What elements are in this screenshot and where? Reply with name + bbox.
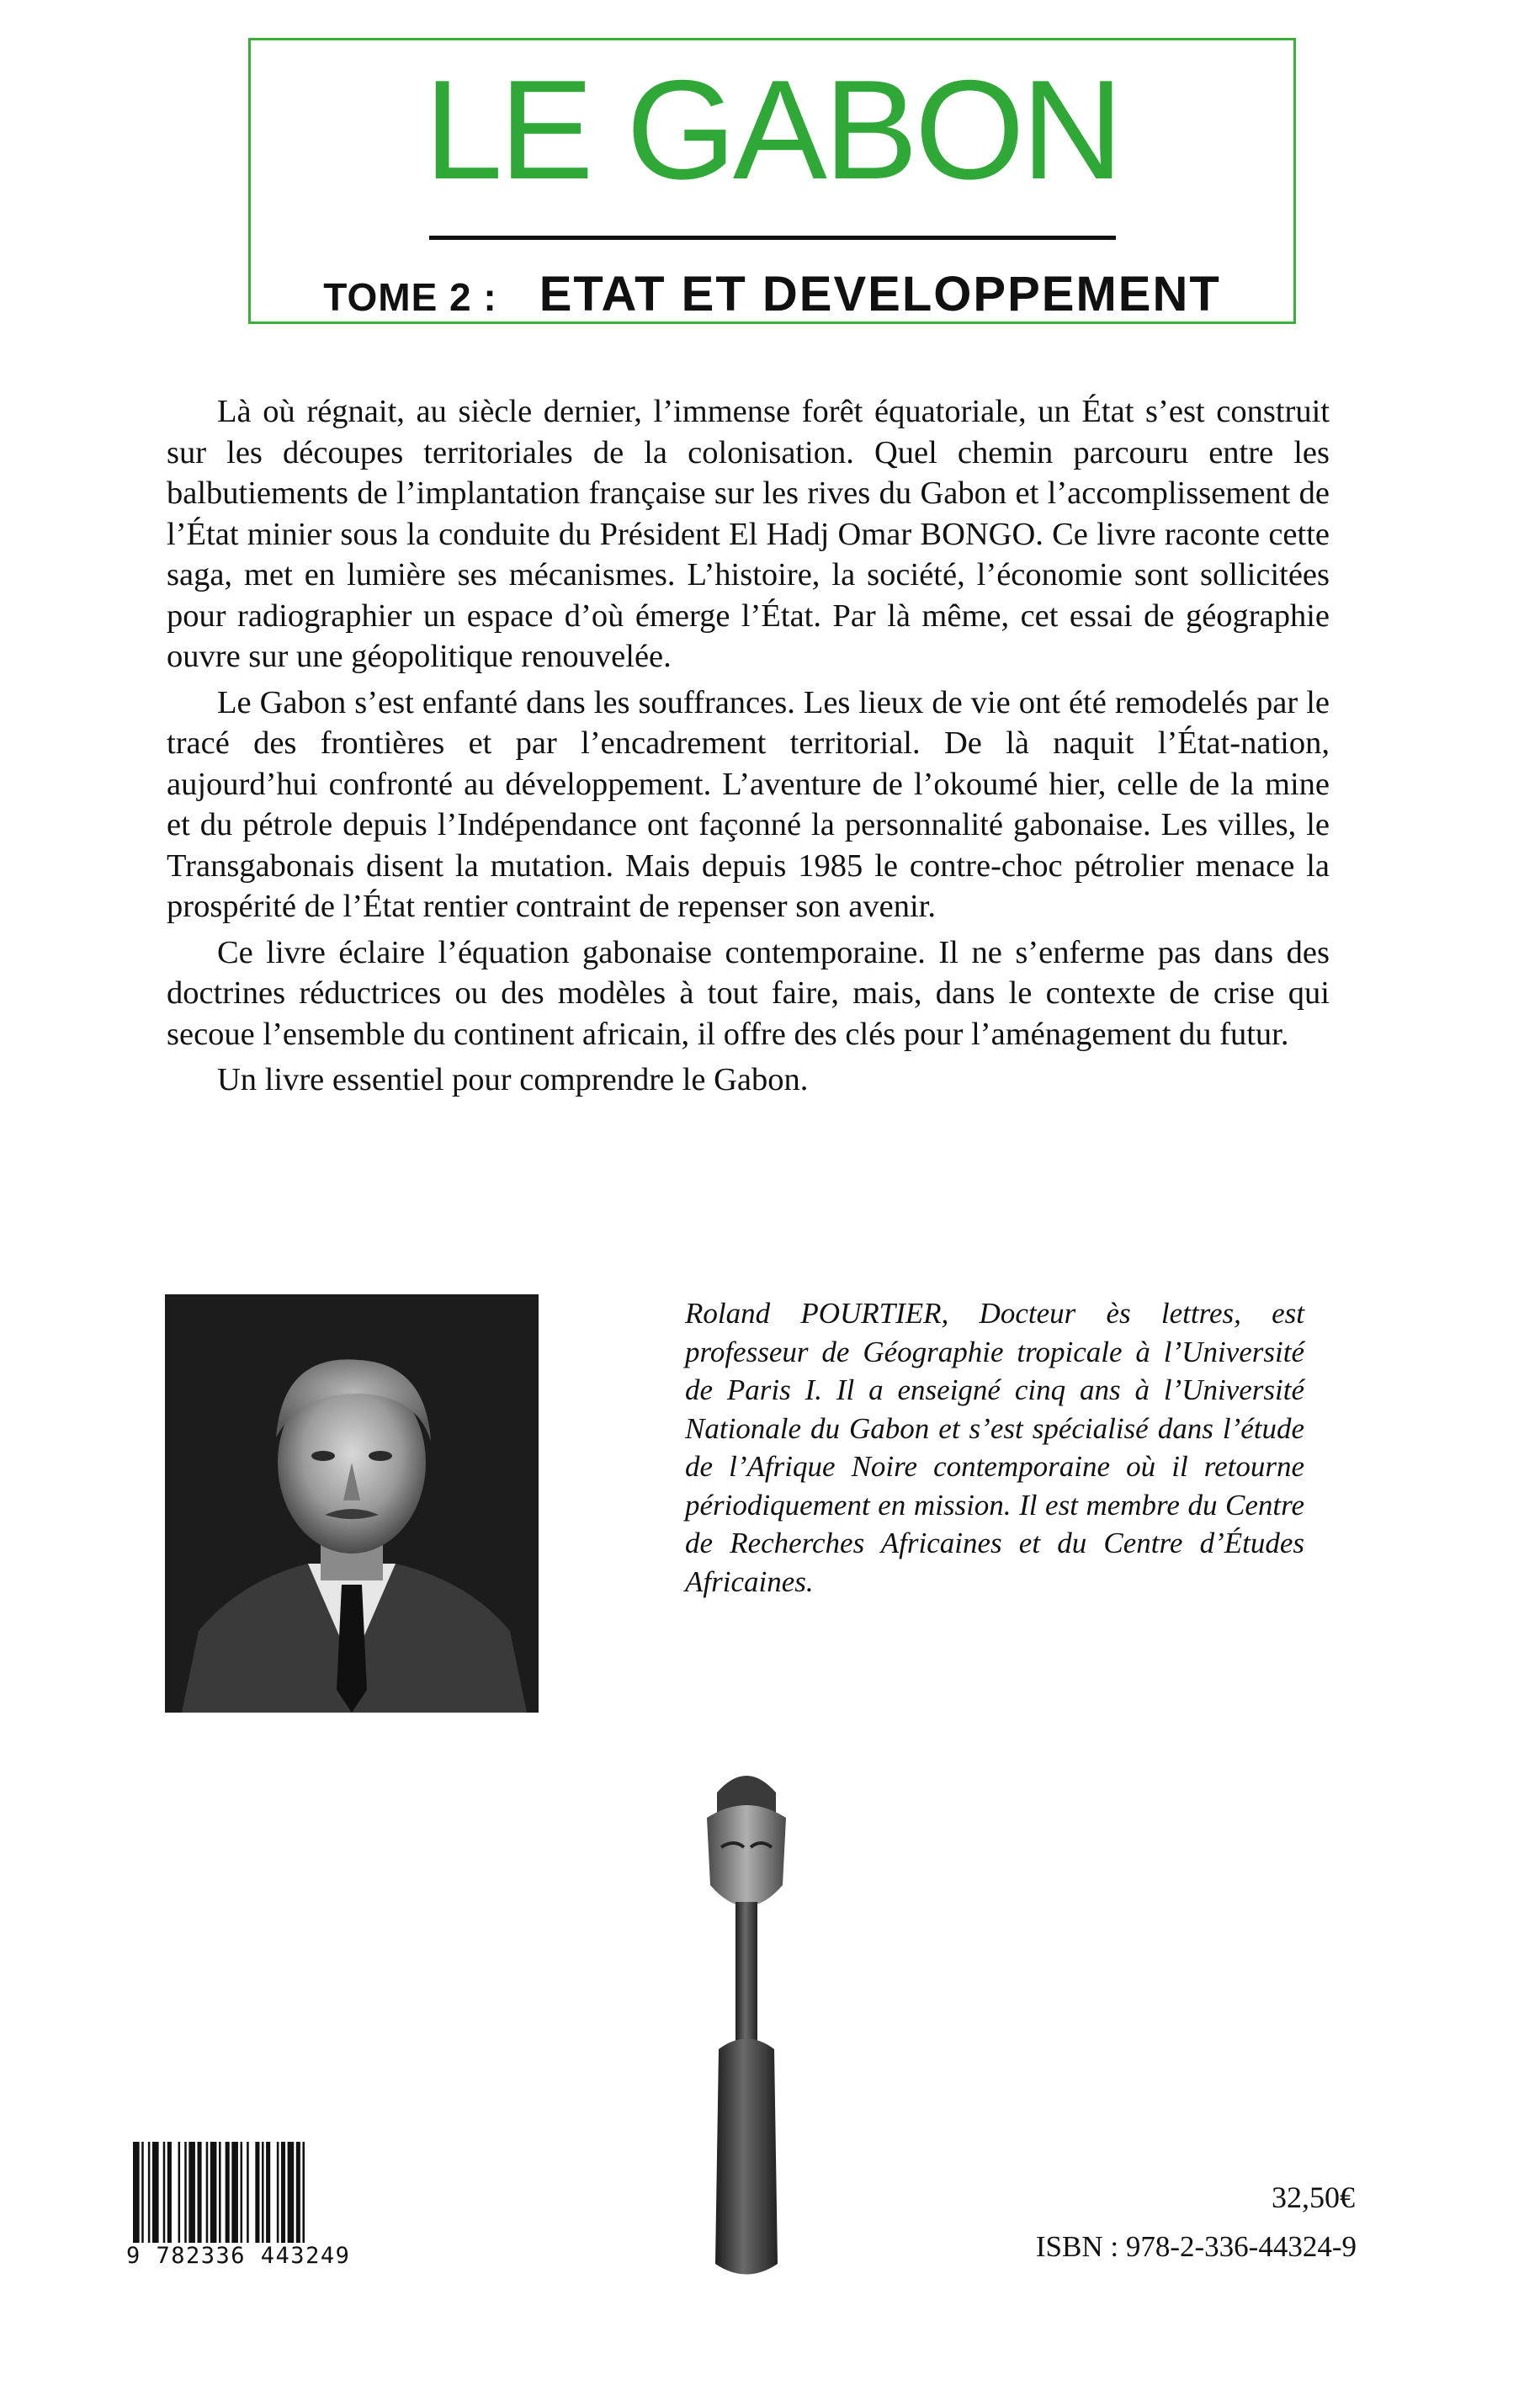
barcode-bar [206, 2142, 209, 2243]
blurb-paragraph-2: Le Gabon s’est enfanté dans les souffrances. Les lieux de vie ont été remodelés par le tracé des frontières et par l’encadrement territorial. De là naquit l’État-nation, aujourd’hui confronté au développement. L’aventure de l’okoumé hier, celle de la mine et du pétrole depuis l’Indépendance ont façonné la personnalité gabonaise. Les villes, le Transgabonais disent la mutation. Mais depuis 1985 le contre-choc pétrolier menace la prospérité de l’État rentier contraint de repenser son avenir. [167, 684, 1330, 924]
barcode-bar [219, 2142, 221, 2243]
barcode-bar [148, 2142, 151, 2243]
barcode-bar [163, 2142, 166, 2243]
barcode-bar [296, 2142, 300, 2243]
blurb-paragraph-4: Un livre essentiel pour comprendre le Gabon. [217, 1062, 809, 1097]
barcode-bar [198, 2142, 202, 2243]
barcode-digits: 9 782336 443249 [126, 2243, 351, 2269]
barcode-bar [178, 2142, 181, 2243]
author-portrait [165, 1294, 539, 1713]
book-title: LE GABON [424, 50, 1120, 209]
barcode-bar [241, 2142, 243, 2243]
tome-label: TOME 2 : [323, 275, 497, 319]
statue-figure [683, 1759, 810, 2281]
barcode-bar [184, 2142, 187, 2243]
blurb-text [167, 391, 1330, 1106]
price-label: 32,50€ [1272, 2180, 1355, 2214]
author-portrait-image [165, 1294, 539, 1713]
statue-image [683, 1759, 810, 2281]
barcode-bar [302, 2142, 305, 2243]
isbn-label: ISBN : 978-2-336-44324-9 [1035, 2230, 1357, 2263]
barcode-bar [262, 2142, 264, 2243]
barcode-bar [277, 2142, 279, 2243]
subtitle-text: ETAT ET DEVELOPPEMENT [539, 267, 1221, 321]
barcode-bar [141, 2142, 144, 2243]
title-frame [248, 38, 1296, 324]
author-bio: Roland POURTIER, Docteur ès lettres, est professeur de Géographie tropicale à l’Université de Paris I. Il a enseigné cinq ans à l’Université Nationale du Gabon et s’est spécialisé dans l’étude de l’Afrique Noire contemporaine où il retourne périodiquement en mission. Il est membre du Centre de Recherches Africaines et du Centre d’Études Africaines. [685, 1297, 1304, 1598]
barcode-bar [189, 2142, 195, 2243]
barcode-bar [281, 2142, 285, 2243]
barcode-bar [231, 2142, 238, 2243]
barcode-bar [266, 2142, 270, 2243]
barcode-bar [210, 2142, 217, 2243]
barcode-bar [167, 2142, 172, 2243]
barcode-bar [226, 2142, 230, 2243]
barcode-bar [255, 2142, 259, 2243]
subtitle-line [266, 266, 1278, 321]
barcode-bar [133, 2142, 140, 2243]
barcode-image [126, 2142, 396, 2243]
barcode-block [126, 2142, 396, 2269]
title-divider [429, 236, 1116, 240]
barcode-bar [247, 2142, 249, 2243]
blurb-paragraph-1: Là où régnait, au siècle dernier, l’immense forêt équatoriale, un État s’est construit sur les découpes territoriales de la colonisation. Quel chemin parcouru entre les balbutiements de l’implantation française sur les rives du Gabon et l’accomplissement de l’État minier sous la conduite du Président El Hadj Omar BONGO. Ce livre raconte cette saga, met en lumière ses mécanismes. L’histoire, la société, l’économie sont sollicitées pour radiographier un espace d’où émerge l’État. Par là même, cet essai de géographie ouvre sur une géopolitique renouvelée. [167, 394, 1330, 674]
barcode-bar [288, 2142, 295, 2243]
barcode-bar [152, 2142, 159, 2243]
blurb-paragraph-3: Ce livre éclaire l’équation gabonaise contemporaine. Il ne s’enferme pas dans des doctrines réductrices ou des modèles à tout faire, mais, dans le contexte de crise qui secoue l’ensemble du continent africain, il offre des clés pour l’aménagement du futur. [167, 934, 1330, 1052]
